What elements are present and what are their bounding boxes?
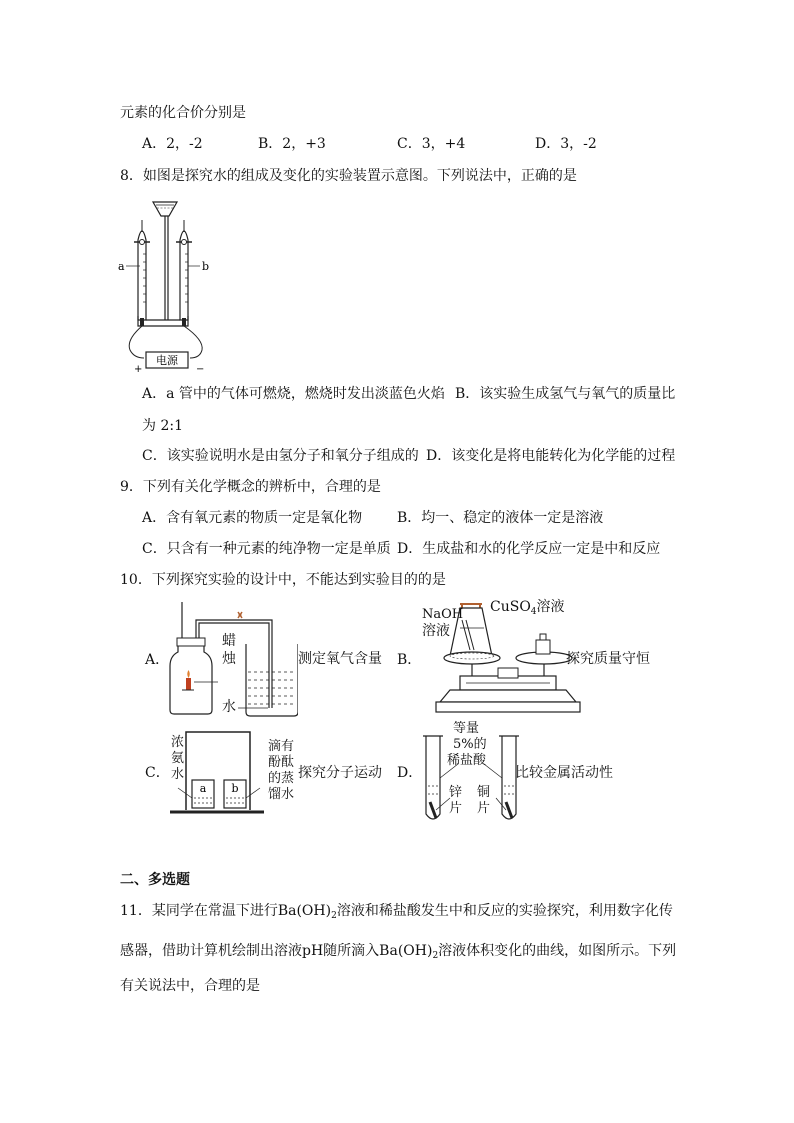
q10-c-letter: C． bbox=[145, 765, 170, 781]
q10-a-caption: 测定氧气含量 bbox=[298, 651, 382, 667]
q7-option-d: D．3，-2 bbox=[535, 136, 597, 152]
q8-option-b: B．该实验生成氢气与氧气的质量比 bbox=[455, 386, 676, 402]
q9-stem: 9．下列有关化学概念的辨析中，合理的是 bbox=[120, 479, 381, 495]
q7-option-a: A．2，-2 bbox=[142, 136, 203, 152]
cup-b-label: b bbox=[231, 782, 239, 795]
q11-line2-start: 感器，借助计算机绘制出溶液 bbox=[120, 943, 302, 959]
q11-formula-oh-2: (OH) bbox=[397, 943, 433, 959]
q11-line-2 bbox=[120, 942, 676, 965]
q11-formula-sub: 2 bbox=[331, 911, 337, 921]
electrolysis-apparatus-figure bbox=[116, 190, 226, 376]
q7-option-b: B．2，+3 bbox=[258, 136, 326, 152]
section-title-multiple-choice: 二、多选题 bbox=[120, 872, 190, 888]
naoh-solution-label: 溶液 bbox=[422, 623, 450, 639]
ammonia-label-1: 浓 bbox=[171, 735, 185, 750]
q11-line1-start: 11．某同学在常温下进行 bbox=[120, 903, 278, 919]
q8-option-c: C．该实验说明水是由氢分子和氧分子组成的 bbox=[142, 448, 419, 464]
q11-line-1 bbox=[120, 902, 673, 925]
candle-label-2: 烛 bbox=[222, 651, 236, 667]
q8-option-a: A．a 管中的气体可燃烧，燃烧时发出淡蓝色火焰 bbox=[142, 386, 445, 402]
minus-sign: − bbox=[196, 364, 205, 375]
naoh-label: NaOH bbox=[422, 607, 464, 622]
q10-c-caption: 探究分子运动 bbox=[298, 765, 382, 781]
cuso4-subscript: 4 bbox=[530, 607, 537, 617]
acid-label-3: 稀盐酸 bbox=[447, 753, 487, 768]
q10-d-letter: D． bbox=[397, 765, 423, 781]
q11-line-3: 有关说法中，合理的是 bbox=[120, 978, 260, 994]
copper-label-1: 铜 bbox=[477, 785, 491, 800]
cuso4-label bbox=[490, 598, 565, 621]
q8-option-b-cont: 为 2:1 bbox=[142, 418, 183, 434]
phenolphthalein-label-1: 滴有 bbox=[268, 739, 295, 754]
q11-line2-mid: 随所滴入 bbox=[323, 943, 380, 959]
cup-a-label: a bbox=[199, 782, 207, 795]
acid-label-1: 等量 bbox=[453, 721, 480, 736]
phenolphthalein-label-2: 酚酞 bbox=[268, 755, 295, 770]
q9-option-c: C．只含有一种元素的纯净物一定是单质 bbox=[142, 541, 391, 557]
q10-b-letter: B． bbox=[397, 652, 422, 668]
tube-a-label: a bbox=[118, 260, 125, 273]
q10-a-letter: A． bbox=[145, 652, 170, 668]
q7-option-c: C．3，+4 bbox=[397, 136, 466, 152]
q7-stem-tail: 元素的化合价分别是 bbox=[120, 105, 246, 121]
q10-b-caption: 探究质量守恒 bbox=[566, 651, 650, 667]
cuso4-formula: CuSO bbox=[490, 599, 531, 615]
q11-formula-ba-2: Ba bbox=[379, 943, 398, 959]
q11-line1-end: 溶液和稀盐酸发生中和反应的实验探究，利用数字化传 bbox=[336, 903, 673, 919]
ammonia-label-2: 氨 bbox=[171, 751, 185, 766]
q11-ph: pH bbox=[302, 943, 324, 959]
water-label: 水 bbox=[222, 699, 236, 715]
q8-option-d: D．该变化是将电能转化为化学能的过程 bbox=[426, 448, 676, 464]
tube-b-label: b bbox=[202, 260, 210, 273]
ammonia-label-3: 水 bbox=[171, 767, 185, 782]
q11-formula-sub-2: 2 bbox=[432, 951, 439, 961]
power-supply-label: 电源 bbox=[156, 354, 178, 367]
q11-line2-end: 溶液体积变化的曲线，如图所示。下列 bbox=[438, 943, 677, 959]
plus-sign: + bbox=[134, 364, 143, 375]
zinc-label-2: 片 bbox=[449, 801, 463, 816]
q8-stem: 8．如图是探究水的组成及变化的实验装置示意图。下列说法中，正确的是 bbox=[120, 168, 577, 184]
acid-label-2: 5%的 bbox=[453, 737, 487, 752]
cuso4-solution: 溶液 bbox=[536, 599, 565, 615]
copper-label-2: 片 bbox=[477, 801, 491, 816]
candle-label-1: 蜡 bbox=[222, 633, 236, 649]
q10-d-caption: 比较金属活动性 bbox=[515, 765, 613, 781]
phenolphthalein-label-3: 的蒸 bbox=[268, 771, 295, 786]
q10-stem: 10．下列探究实验的设计中，不能达到实验目的的是 bbox=[120, 572, 446, 588]
zinc-label-1: 锌 bbox=[449, 785, 463, 800]
q11-formula-oh: (OH) bbox=[296, 903, 332, 919]
q11-formula-ba: Ba bbox=[277, 903, 297, 919]
q9-option-a: A．含有氧元素的物质一定是氧化物 bbox=[142, 510, 363, 526]
q9-option-b: B．均一、稳定的液体一定是溶液 bbox=[397, 510, 604, 526]
q9-option-d: D．生成盐和水的化学反应一定是中和反应 bbox=[397, 541, 661, 557]
phenolphthalein-label-4: 馏水 bbox=[268, 787, 295, 802]
